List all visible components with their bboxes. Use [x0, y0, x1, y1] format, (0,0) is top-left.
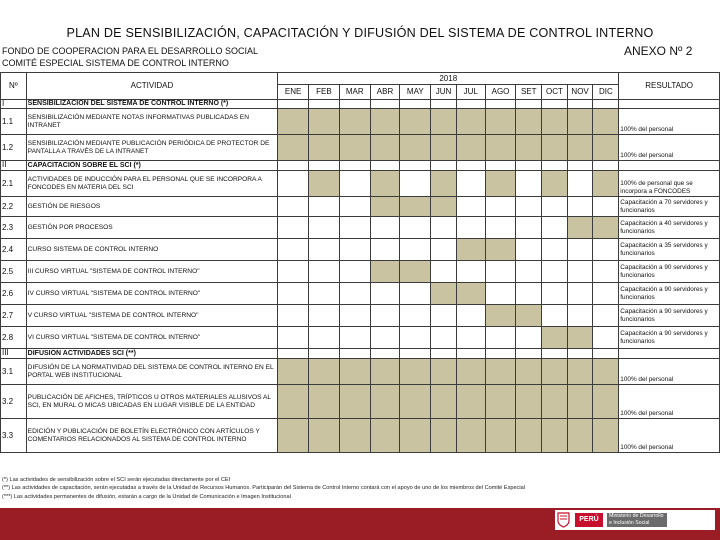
activity-row — [1, 261, 720, 283]
month-cell — [542, 349, 568, 359]
scheduled-month-cell — [431, 171, 457, 197]
activity-number: 2.7 — [1, 305, 27, 327]
scheduled-month-cell — [456, 109, 485, 135]
logo-ministry: Ministerio de Desarrollo e Inclusión Social — [607, 513, 667, 527]
month-cell — [593, 283, 619, 305]
activity-row — [1, 385, 720, 419]
scheduled-month-cell — [593, 135, 619, 161]
scheduled-month-cell — [567, 385, 593, 419]
scheduled-month-cell — [309, 135, 340, 161]
header-result: RESULTADO — [619, 73, 720, 100]
month-cell — [431, 161, 457, 171]
month-cell — [431, 239, 457, 261]
scheduled-month-cell — [567, 109, 593, 135]
scheduled-month-cell — [370, 197, 400, 217]
scheduled-month-cell — [485, 109, 516, 135]
scheduled-month-cell — [456, 239, 485, 261]
month-cell — [339, 171, 370, 197]
month-cell — [516, 161, 542, 171]
activity-row — [1, 135, 720, 161]
note-1: (*) Las actividades de sensibilización sobre el SCI serán ejecutadas directamente por el CEI — [2, 477, 231, 483]
scheduled-month-cell — [431, 419, 457, 453]
month-cell — [567, 197, 593, 217]
activity-number: 2.4 — [1, 239, 27, 261]
header-month: ABR — [370, 85, 400, 100]
month-cell — [400, 171, 431, 197]
activity-result: 100% del personal — [619, 419, 720, 453]
header-year: 2018 — [278, 73, 619, 85]
scheduled-month-cell — [370, 359, 400, 385]
activity-name: GESTIÓN POR PROCESOS — [26, 217, 278, 239]
month-cell — [278, 100, 309, 109]
month-cell — [542, 283, 568, 305]
activity-result: Capacitación a 40 servidores y funcionarios — [619, 217, 720, 239]
activity-result: Capacitación a 90 servidores y funcionarios — [619, 261, 720, 283]
activity-result: Capacitación a 90 servidores y funcionarios — [619, 283, 720, 305]
activity-name: GESTIÓN DE RIESGOS — [26, 197, 278, 217]
month-cell — [309, 197, 340, 217]
scheduled-month-cell — [339, 359, 370, 385]
month-cell — [485, 100, 516, 109]
header-month: AGO — [485, 85, 516, 100]
month-cell — [309, 261, 340, 283]
month-cell — [567, 305, 593, 327]
scheduled-month-cell — [278, 135, 309, 161]
month-cell — [593, 349, 619, 359]
scheduled-month-cell — [431, 109, 457, 135]
schedule-table — [0, 72, 720, 453]
month-cell — [278, 261, 309, 283]
month-cell — [400, 161, 431, 171]
month-cell — [339, 161, 370, 171]
month-cell — [516, 327, 542, 349]
month-cell — [593, 197, 619, 217]
activity-number: 3.3 — [1, 419, 27, 453]
month-cell — [278, 171, 309, 197]
scheduled-month-cell — [567, 217, 593, 239]
activity-number: 2.3 — [1, 217, 27, 239]
month-cell — [400, 283, 431, 305]
scheduled-month-cell — [278, 359, 309, 385]
month-cell — [542, 100, 568, 109]
month-cell — [309, 161, 340, 171]
activity-number: 2.2 — [1, 197, 27, 217]
scheduled-month-cell — [516, 359, 542, 385]
scheduled-month-cell — [567, 327, 593, 349]
month-cell — [370, 327, 400, 349]
month-cell — [278, 305, 309, 327]
section-row — [1, 349, 720, 359]
month-cell — [339, 261, 370, 283]
month-cell — [339, 305, 370, 327]
activity-result: 100% de personal que se incorpora a FONCODES — [619, 171, 720, 197]
notes — [2, 476, 718, 501]
scheduled-month-cell — [456, 283, 485, 305]
activity-name: SENSIBILIZACIÓN MEDIANTE NOTAS INFORMATIVAS PUBLICADAS EN INTRANET — [26, 109, 278, 135]
activity-row — [1, 305, 720, 327]
scheduled-month-cell — [370, 171, 400, 197]
section-number: I — [1, 100, 27, 109]
month-cell — [370, 283, 400, 305]
coat-of-arms-icon — [557, 512, 570, 528]
scheduled-month-cell — [370, 419, 400, 453]
month-cell — [278, 283, 309, 305]
scheduled-month-cell — [485, 135, 516, 161]
month-cell — [400, 217, 431, 239]
activity-row — [1, 197, 720, 217]
scheduled-month-cell — [516, 385, 542, 419]
month-cell — [593, 161, 619, 171]
month-cell — [516, 239, 542, 261]
activity-result: 100% del personal — [619, 359, 720, 385]
month-cell — [516, 100, 542, 109]
header-month: NOV — [567, 85, 593, 100]
scheduled-month-cell — [542, 359, 568, 385]
scheduled-month-cell — [400, 261, 431, 283]
scheduled-month-cell — [309, 385, 340, 419]
month-cell — [456, 349, 485, 359]
activity-number: 3.1 — [1, 359, 27, 385]
month-cell — [516, 283, 542, 305]
activity-name: VI CURSO VIRTUAL "SISTEMA DE CONTROL INTERNO" — [26, 327, 278, 349]
month-cell — [370, 239, 400, 261]
scheduled-month-cell — [400, 197, 431, 217]
scheduled-month-cell — [516, 109, 542, 135]
activity-name: DIFUSIÓN DE LA NORMATIVIDAD DEL SISTEMA DE CONTROL INTERNO EN EL PORTAL WEB INSTITUCIONAL — [26, 359, 278, 385]
scheduled-month-cell — [593, 171, 619, 197]
scheduled-month-cell — [370, 135, 400, 161]
section-title: SENSIBILIZACIÓN DEL SISTEMA DE CONTROL INTERNO (*) — [26, 100, 278, 109]
activity-row — [1, 327, 720, 349]
month-cell — [456, 100, 485, 109]
activity-result: 100% del personal — [619, 135, 720, 161]
activity-row — [1, 109, 720, 135]
month-cell — [309, 239, 340, 261]
scheduled-month-cell — [400, 385, 431, 419]
month-cell — [370, 349, 400, 359]
month-cell — [339, 239, 370, 261]
month-cell — [400, 327, 431, 349]
scheduled-month-cell — [542, 385, 568, 419]
month-cell — [593, 239, 619, 261]
month-cell — [400, 349, 431, 359]
month-cell — [516, 171, 542, 197]
activity-name: PUBLICACIÓN DE AFICHES, TRÍPTICOS U OTROS MATERIALES ALUSIVOS AL SCI, EN MURAL O MICAS UBICADAS EN LUGAR VISIBLE DE LA ENTIDAD — [26, 385, 278, 419]
month-cell — [456, 217, 485, 239]
activity-result: Capacitación a 90 servidores y funcionarios — [619, 327, 720, 349]
activity-number: 2.6 — [1, 283, 27, 305]
month-cell — [485, 197, 516, 217]
scheduled-month-cell — [485, 171, 516, 197]
activity-row — [1, 359, 720, 385]
scheduled-month-cell — [456, 385, 485, 419]
month-cell — [278, 327, 309, 349]
month-cell — [542, 161, 568, 171]
activity-number: 3.2 — [1, 385, 27, 419]
month-cell — [278, 197, 309, 217]
month-cell — [339, 197, 370, 217]
month-cell — [431, 349, 457, 359]
scheduled-month-cell — [431, 385, 457, 419]
month-cell — [456, 197, 485, 217]
scheduled-month-cell — [542, 327, 568, 349]
scheduled-month-cell — [456, 419, 485, 453]
scheduled-month-cell — [370, 109, 400, 135]
header-row-year — [1, 73, 720, 85]
scheduled-month-cell — [370, 385, 400, 419]
month-cell — [278, 217, 309, 239]
month-cell — [567, 100, 593, 109]
activity-number: 2.5 — [1, 261, 27, 283]
month-cell — [339, 327, 370, 349]
scheduled-month-cell — [278, 109, 309, 135]
activity-row — [1, 217, 720, 239]
scheduled-month-cell — [400, 135, 431, 161]
scheduled-month-cell — [485, 239, 516, 261]
section-number: III — [1, 349, 27, 359]
month-cell — [593, 100, 619, 109]
scheduled-month-cell — [542, 419, 568, 453]
month-cell — [309, 349, 340, 359]
month-cell — [485, 349, 516, 359]
activity-result: 100% del personal — [619, 109, 720, 135]
header-month: DIC — [593, 85, 619, 100]
header-month: ENE — [278, 85, 309, 100]
section-title: CAPACITACIÓN SOBRE EL SCI (*) — [26, 161, 278, 171]
scheduled-month-cell — [567, 359, 593, 385]
month-cell — [485, 261, 516, 283]
header-month: MAR — [339, 85, 370, 100]
activity-row — [1, 239, 720, 261]
scheduled-month-cell — [400, 419, 431, 453]
month-cell — [309, 327, 340, 349]
scheduled-month-cell — [309, 109, 340, 135]
month-cell — [567, 239, 593, 261]
activity-row — [1, 171, 720, 197]
month-cell — [339, 349, 370, 359]
header-month: FEB — [309, 85, 340, 100]
scheduled-month-cell — [593, 217, 619, 239]
scheduled-month-cell — [339, 385, 370, 419]
month-cell — [431, 217, 457, 239]
month-cell — [456, 171, 485, 197]
activity-result: Capacitación a 35 servidores y funcionarios — [619, 239, 720, 261]
result-cell — [619, 349, 720, 359]
scheduled-month-cell — [309, 359, 340, 385]
month-cell — [542, 217, 568, 239]
activity-name: EDICIÓN Y PUBLICACIÓN DE BOLETÍN ELECTRÓNICO CON ARTÍCULOS Y COMENTARIOS RELACIONADOS AL SISTEMA DE CONTROL INTERNO — [26, 419, 278, 453]
month-cell — [593, 261, 619, 283]
activity-result: Capacitación a 70 servidores y funcionarios — [619, 197, 720, 217]
month-cell — [456, 327, 485, 349]
scheduled-month-cell — [278, 385, 309, 419]
activity-result: Capacitación a 90 servidores y funcionarios — [619, 305, 720, 327]
scheduled-month-cell — [339, 109, 370, 135]
month-cell — [593, 327, 619, 349]
scheduled-month-cell — [309, 171, 340, 197]
month-cell — [431, 305, 457, 327]
month-cell — [370, 100, 400, 109]
header-month: JUL — [456, 85, 485, 100]
month-cell — [542, 197, 568, 217]
header-month: SET — [516, 85, 542, 100]
scheduled-month-cell — [485, 359, 516, 385]
scheduled-month-cell — [370, 261, 400, 283]
scheduled-month-cell — [516, 419, 542, 453]
committee-name: COMITÉ ESPECIAL SISTEMA DE CONTROL INTERNO — [2, 58, 229, 68]
activity-name: III CURSO VIRTUAL "SISTEMA DE CONTROL INTERNO" — [26, 261, 278, 283]
month-cell — [485, 217, 516, 239]
month-cell — [431, 327, 457, 349]
activity-name: IV CURSO VIRTUAL "SISTEMA DE CONTROL INTERNO" — [26, 283, 278, 305]
logo-peru: PERÚ — [575, 513, 603, 527]
month-cell — [485, 161, 516, 171]
month-cell — [516, 217, 542, 239]
scheduled-month-cell — [542, 109, 568, 135]
month-cell — [516, 261, 542, 283]
note-2: (**) Las actividades de capacitación, serán ejecutadas a través de la Unidad de Recursos Humanos. Participarán del Sistema de Control Interno contará con el apoyo de uno de los miembros del Comité Especial — [2, 485, 525, 492]
month-cell — [400, 100, 431, 109]
ministry-logo — [555, 510, 715, 530]
header-num: Nº — [1, 73, 27, 100]
month-cell — [485, 327, 516, 349]
section-title: DIFUSIÓN ACTIVIDADES SCI (**) — [26, 349, 278, 359]
month-cell — [309, 100, 340, 109]
scheduled-month-cell — [339, 135, 370, 161]
activity-number: 2.8 — [1, 327, 27, 349]
month-cell — [567, 161, 593, 171]
header-month: MAY — [400, 85, 431, 100]
document-title: PLAN DE SENSIBILIZACIÓN, CAPACITACIÓN Y DIFUSIÓN DEL SISTEMA DE CONTROL INTERNO — [66, 26, 654, 40]
scheduled-month-cell — [456, 135, 485, 161]
month-cell — [567, 283, 593, 305]
activity-number: 2.1 — [1, 171, 27, 197]
month-cell — [309, 305, 340, 327]
scheduled-month-cell — [485, 385, 516, 419]
scheduled-month-cell — [278, 419, 309, 453]
scheduled-month-cell — [593, 359, 619, 385]
month-cell — [567, 171, 593, 197]
month-cell — [339, 100, 370, 109]
month-cell — [400, 239, 431, 261]
month-cell — [431, 100, 457, 109]
scheduled-month-cell — [431, 359, 457, 385]
activity-name: CURSO SISTEMA DE CONTROL INTERNO — [26, 239, 278, 261]
month-cell — [278, 349, 309, 359]
month-cell — [567, 349, 593, 359]
month-cell — [339, 283, 370, 305]
section-number: II — [1, 161, 27, 171]
activity-name: SENSIBILIZACIÓN MEDIANTE PUBLICACIÓN PERIÓDICA DE PROTECTOR DE PANTALLA A TRAVÉS DE LA INTRANET — [26, 135, 278, 161]
month-cell — [567, 261, 593, 283]
activity-row — [1, 283, 720, 305]
month-cell — [278, 239, 309, 261]
month-cell — [456, 261, 485, 283]
scheduled-month-cell — [516, 305, 542, 327]
scheduled-month-cell — [400, 109, 431, 135]
month-cell — [370, 305, 400, 327]
scheduled-month-cell — [593, 109, 619, 135]
scheduled-month-cell — [542, 135, 568, 161]
result-cell — [619, 100, 720, 109]
month-cell — [400, 305, 431, 327]
scheduled-month-cell — [485, 305, 516, 327]
scheduled-month-cell — [542, 171, 568, 197]
header-month: OCT — [542, 85, 568, 100]
month-cell — [431, 261, 457, 283]
month-cell — [370, 161, 400, 171]
month-cell — [516, 197, 542, 217]
section-row — [1, 161, 720, 171]
section-row — [1, 100, 720, 109]
month-cell — [456, 305, 485, 327]
scheduled-month-cell — [431, 197, 457, 217]
month-cell — [309, 217, 340, 239]
scheduled-month-cell — [593, 419, 619, 453]
month-cell — [339, 217, 370, 239]
scheduled-month-cell — [431, 135, 457, 161]
header-activity: ACTIVIDAD — [26, 73, 278, 100]
month-cell — [485, 283, 516, 305]
month-cell — [593, 305, 619, 327]
activity-name: V CURSO VIRTUAL "SISTEMA DE CONTROL INTERNO" — [26, 305, 278, 327]
month-cell — [456, 161, 485, 171]
scheduled-month-cell — [456, 359, 485, 385]
month-cell — [542, 239, 568, 261]
month-cell — [542, 261, 568, 283]
month-cell — [278, 161, 309, 171]
scheduled-month-cell — [309, 419, 340, 453]
month-cell — [370, 217, 400, 239]
result-cell — [619, 161, 720, 171]
activity-number: 1.2 — [1, 135, 27, 161]
activity-number: 1.1 — [1, 109, 27, 135]
annex-label: ANEXO Nº 2 — [624, 44, 693, 58]
scheduled-month-cell — [431, 283, 457, 305]
month-cell — [516, 349, 542, 359]
scheduled-month-cell — [516, 135, 542, 161]
activity-row — [1, 419, 720, 453]
organization-name: FONDO DE COOPERACION PARA EL DESARROLLO SOCIAL — [2, 46, 259, 56]
header-month: JUN — [431, 85, 457, 100]
month-cell — [309, 283, 340, 305]
scheduled-month-cell — [567, 135, 593, 161]
scheduled-month-cell — [400, 359, 431, 385]
scheduled-month-cell — [339, 419, 370, 453]
month-cell — [542, 305, 568, 327]
scheduled-month-cell — [567, 419, 593, 453]
activity-result: 100% del personal — [619, 385, 720, 419]
scheduled-month-cell — [485, 419, 516, 453]
scheduled-month-cell — [593, 385, 619, 419]
activity-name: ACTIVIDADES DE INDUCCIÓN PARA EL PERSONAL QUE SE INCORPORA A FONCODES EN MATERIA DEL SCI — [26, 171, 278, 197]
note-3: (***) Las actividades permanentes de difusión, estarán a cargo de la Unidad de Comunicación e Imagen Institucional — [2, 493, 291, 500]
